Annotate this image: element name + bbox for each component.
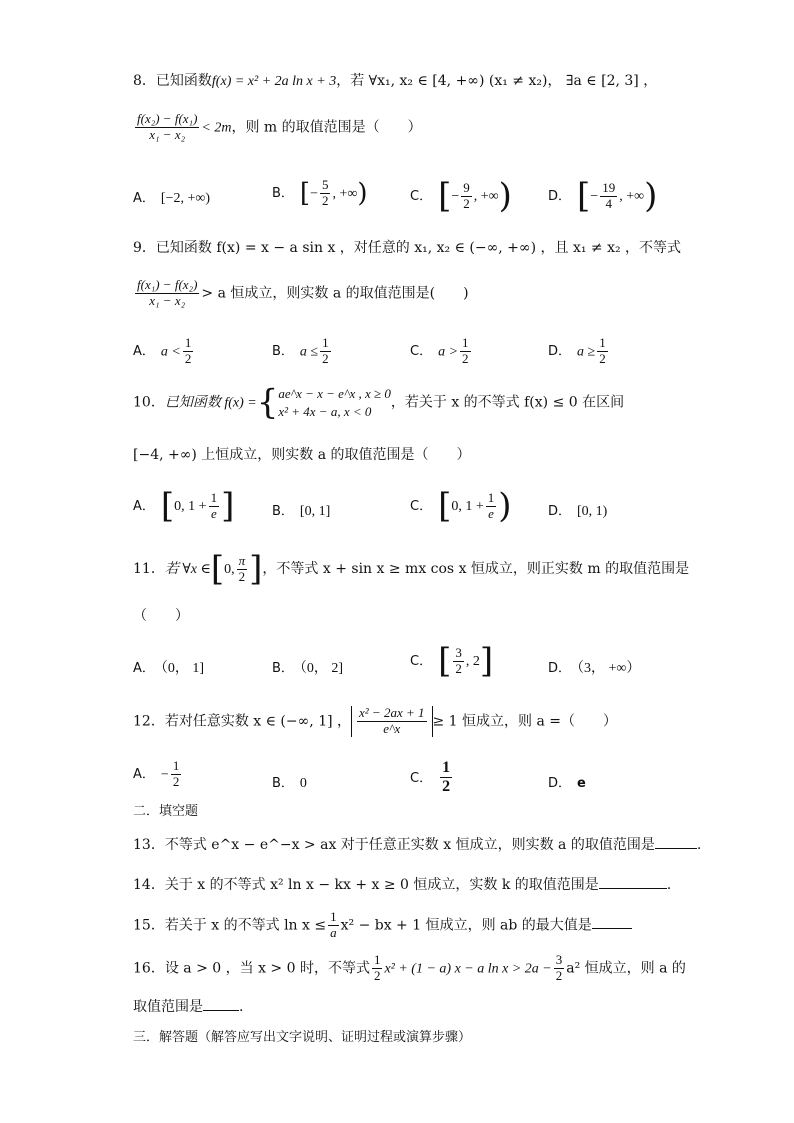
q11-paren: （ ） — [133, 608, 189, 624]
q8-b-frac — [320, 178, 331, 209]
q12-d-text: e — [577, 776, 586, 791]
q8-cond1: ，若 ∀x₁, x₂ ∈ [4, +∞) (x₁ ≠ x₂) — [336, 73, 548, 89]
q8-d-num: 19 — [602, 179, 616, 195]
q12-b-text: 0 — [299, 776, 307, 791]
q10-pre: 已知函数 f(x) = — [164, 395, 257, 411]
frac-den: 2 — [442, 778, 451, 796]
q10-number: 10． — [133, 394, 165, 411]
frac-num: 1 — [440, 759, 452, 778]
q10-option-a[interactable] — [133, 486, 234, 526]
q9-a-frac — [183, 336, 194, 367]
paren-close: ) — [498, 176, 512, 216]
q8-cond2: ， ∃a ∈ [2, 3] ， — [547, 73, 658, 89]
q9-option-c[interactable] — [410, 336, 473, 367]
q11-option-c[interactable] — [410, 641, 493, 681]
q8-a-text: [−2, +∞) — [160, 191, 211, 206]
frac-num: x² − 2ax + 1 — [359, 705, 425, 720]
bracket-open: [ — [160, 486, 175, 526]
q8-d-den: 4 — [605, 195, 612, 211]
q10-d-text: [0, 1) — [577, 504, 608, 519]
bracket-open: [ — [438, 176, 452, 216]
label-c: C． — [410, 654, 433, 669]
frac-num: 1 — [322, 335, 329, 350]
q9-frac-den: x₁ − x₂ — [149, 292, 186, 308]
q8-line1 — [133, 74, 657, 89]
q10-option-c[interactable] — [410, 486, 512, 526]
label-c: C． — [410, 189, 433, 204]
q12-a-frac — [171, 759, 182, 790]
label-a: A． — [133, 499, 155, 514]
frac-num: 1 — [210, 489, 218, 505]
frac-den: 2 — [238, 568, 246, 584]
section-fill-in-title: 二．填空题 — [133, 804, 199, 819]
q9-frac-num: f(x₁) − f(x₂) — [137, 277, 198, 292]
q9-number: 9． — [133, 240, 156, 256]
q11-option-d[interactable] — [548, 657, 640, 677]
q10-case1: ae^x − x − e^x , x ≥ 0 — [278, 386, 391, 401]
frac-num: 3 — [555, 952, 563, 967]
frac-num: 1 — [184, 335, 192, 350]
frac-den: 2 — [184, 350, 192, 366]
q8-d-post: , +∞ — [619, 189, 645, 204]
label-a: A． — [133, 767, 155, 783]
q11-b-text: （0， 2] — [299, 661, 344, 676]
q10-case2: x² + 4x − a, x < 0 — [278, 403, 372, 419]
label-b: B． — [272, 504, 294, 519]
q15-post: x² − bx + 1 恒成立，则 ab 的最大值是 — [340, 917, 592, 934]
q8-option-b[interactable] — [272, 178, 368, 209]
q8-frac-den: x₁ − x₂ — [149, 126, 186, 142]
q16-line1 — [133, 953, 686, 984]
q11-c-frac — [453, 646, 464, 677]
label-b: B． — [272, 344, 294, 360]
label-d: D． — [548, 189, 572, 204]
q11-c-post: , 2 — [465, 654, 480, 669]
frac-num: 1 — [462, 335, 469, 350]
q13-line — [133, 838, 701, 852]
frac-den: e — [210, 505, 217, 521]
frac-den: e — [488, 505, 494, 521]
q9-b-pre: a ≤ — [299, 344, 319, 360]
q8-c-frac — [461, 181, 472, 212]
q8-line2 — [133, 112, 422, 143]
frac-den: 2 — [322, 350, 329, 366]
label-d: D． — [548, 661, 572, 676]
label-b: B． — [272, 186, 294, 202]
q8-c-pre: − — [451, 189, 460, 204]
q16-frac2 — [554, 953, 565, 984]
q8-fraction — [135, 112, 199, 143]
bracket-close: ] — [479, 641, 494, 681]
q16-end: . — [239, 999, 244, 1015]
q10-line2 — [133, 448, 471, 462]
q9-text: 已知函数 f(x) = x − a sin x ，对任意的 x₁, x₂ ∈ (−∞, +∞) ，且 x₁ ≠ x₂ ，不等式 — [155, 240, 682, 256]
q12-line1 — [133, 706, 617, 737]
q10-b-text: [0, 1] — [299, 504, 331, 519]
frac-den: a — [330, 924, 337, 940]
q12-a-pre: − — [160, 767, 169, 783]
q13-number: 13． — [133, 837, 165, 853]
q9-c-frac — [460, 336, 471, 367]
q8-c-post: , +∞ — [473, 189, 499, 204]
q14-end: . — [666, 877, 672, 893]
q16-post: a² 恒成立，则 a 的 — [566, 960, 686, 977]
q8-d-frac — [600, 181, 617, 212]
q11-line2 — [133, 609, 189, 623]
q9-d-pre: a ≥ — [577, 344, 596, 360]
bracket-open: [ — [299, 178, 311, 209]
q8-option-a[interactable] — [133, 187, 210, 207]
frac-den: 2 — [555, 967, 563, 983]
q9-a-pre: a < — [160, 344, 181, 360]
frac-den: 2 — [599, 350, 606, 366]
q8-b-den: 2 — [321, 192, 329, 208]
label-a: A． — [133, 191, 155, 206]
q11-line1 — [133, 549, 690, 589]
label-d: D． — [548, 344, 572, 360]
q9-d-frac — [597, 336, 608, 367]
q14-text: 关于 x 的不等式 x² ln x − kx + x ≥ 0 恒成立，实数 k 的取值范围是 — [164, 877, 599, 893]
q10-cases — [278, 385, 391, 420]
frac-num: 1 — [599, 335, 606, 350]
section-solution-title: 三．解答题（解答应写出文字说明、证明过程或演算步骤） — [133, 1030, 472, 1045]
label-c: C． — [410, 499, 433, 514]
q15-fraction — [328, 910, 339, 941]
q10-a-pre: 0, 1 + — [174, 499, 207, 514]
q14-line — [133, 878, 671, 892]
q8-ask: ，则 m 的取值范围是（ ） — [231, 119, 422, 136]
q9-fraction — [135, 278, 199, 309]
frac-num: 1 — [330, 909, 337, 924]
q14-number: 14． — [133, 877, 165, 893]
q11-option-a[interactable] — [133, 657, 204, 677]
q12-abs — [351, 706, 432, 737]
q11-d-text: （3， +∞） — [577, 661, 641, 676]
q9-option-d[interactable] — [548, 336, 610, 367]
q10-a-frac — [209, 491, 220, 522]
q12-option-b[interactable] — [272, 772, 307, 792]
q11-option-b[interactable] — [272, 657, 343, 677]
q10-line2-text: [−4, +∞) 上恒成立，则实数 a 的取值范围是（ ） — [133, 447, 471, 463]
bracket-open: [ — [577, 176, 591, 216]
label-a: A． — [133, 344, 155, 360]
q15-pre: 若关于 x 的不等式 ln x ≤ — [164, 917, 327, 934]
q9-after: > a 恒成立，则实数 a 的取值范围是( ) — [201, 285, 469, 302]
q15-blank[interactable] — [592, 928, 632, 929]
q9-line1 — [133, 241, 681, 255]
q12-number: 12． — [133, 713, 165, 730]
q10-option-b[interactable] — [272, 500, 330, 520]
q9-option-a[interactable] — [133, 336, 195, 367]
q9-b-frac — [320, 336, 331, 367]
q12-option-d[interactable] — [548, 772, 586, 791]
q10-c-frac — [486, 491, 497, 522]
q12-fraction — [357, 706, 426, 737]
q13-end: . — [696, 837, 702, 853]
q8-after: < 2m — [201, 120, 232, 136]
q9-line2 — [133, 278, 469, 309]
q8-b-num: 5 — [321, 177, 329, 192]
q13-text: 不等式 e^x − e^−x > ax 对于任意正实数 x 恒成立，则实数 a 的取值范围是 — [164, 837, 655, 853]
q12-c-frac — [440, 759, 452, 797]
bracket-close: ] — [249, 549, 263, 589]
q8-pre: 已知函数 — [155, 73, 212, 89]
q12-pre: 若对任意实数 x ∈ (−∞, 1] ， — [164, 713, 352, 730]
q11-int-pre: 0, — [224, 562, 235, 577]
paren-close: ) — [644, 176, 658, 216]
q16-frac1 — [372, 953, 383, 984]
q11-pre: 若 ∀x ∈ — [164, 562, 211, 577]
frac-den: 2 — [455, 660, 462, 676]
q14-blank[interactable] — [599, 888, 667, 889]
q11-number: 11． — [133, 561, 165, 577]
frac-num: 1 — [487, 489, 495, 505]
frac-num: 1 — [172, 758, 180, 773]
bracket-open: [ — [210, 549, 225, 589]
q13-blank[interactable] — [655, 848, 697, 849]
q10-post: ，若关于 x 的不等式 f(x) ≤ 0 在区间 — [390, 394, 625, 411]
paren-close: ) — [498, 486, 512, 526]
q16-blank[interactable] — [203, 1010, 239, 1011]
frac-num: π — [238, 552, 246, 568]
bracket-close: ] — [221, 486, 235, 526]
q9-option-b[interactable] — [272, 336, 333, 367]
q8-function: f(x) = x² + 2a ln x + 3 — [211, 74, 337, 89]
q12-option-a[interactable] — [133, 759, 183, 790]
q16-line2 — [133, 1000, 243, 1014]
q8-option-c[interactable] — [410, 176, 512, 216]
frac-den: 2 — [172, 773, 180, 789]
q16-pre: 设 a > 0 ，当 x > 0 时，不等式 — [164, 960, 370, 977]
q15-line — [133, 910, 632, 941]
q8-b-pre: − — [310, 186, 318, 202]
q11-pi-frac — [237, 554, 248, 585]
bracket-open: [ — [438, 486, 452, 526]
brace-icon: { — [256, 382, 279, 423]
q8-c-den: 2 — [463, 195, 470, 211]
q10-c-pre: 0, 1 + — [451, 499, 484, 514]
label-a: A． — [133, 661, 155, 676]
q8-c-num: 9 — [463, 179, 470, 195]
label-c: C． — [410, 344, 433, 360]
label-d: D． — [548, 504, 572, 519]
q12-post: ≥ 1 恒成立，则 a =（ ） — [432, 713, 618, 730]
frac-num: 1 — [373, 952, 381, 967]
label-b: B． — [272, 776, 294, 791]
frac-num: 3 — [455, 644, 462, 660]
q15-number: 15． — [133, 917, 165, 934]
q11-post: ，不等式 x + sin x ≥ mx cos x 恒成立，则正实数 m 的取值范围是 — [262, 561, 690, 577]
q9-c-pre: a > — [438, 344, 459, 360]
q16-number: 16． — [133, 960, 165, 977]
frac-den: 2 — [462, 350, 469, 366]
q8-frac-num: f(x₂) − f(x₁) — [137, 111, 198, 126]
q8-d-pre: − — [590, 189, 599, 204]
q8-option-d[interactable] — [548, 176, 657, 216]
paren-close: ) — [357, 178, 368, 209]
q16-line2-text: 取值范围是 — [133, 999, 203, 1015]
q12-option-c[interactable] — [410, 759, 454, 797]
frac-den: e^x — [383, 720, 401, 736]
frac-den: 2 — [373, 967, 381, 983]
label-b: B． — [272, 661, 294, 676]
bracket-open: [ — [438, 641, 452, 681]
q11-a-text: （0， 1] — [160, 661, 205, 676]
q10-option-d[interactable] — [548, 500, 607, 520]
q8-b-post: , +∞ — [332, 186, 358, 202]
q16-mid: x² + (1 − a) x − a ln x > 2a − — [384, 961, 552, 977]
q10-line1 — [133, 382, 625, 423]
label-c: C． — [410, 770, 433, 786]
label-d: D． — [548, 776, 572, 791]
q8-number: 8． — [133, 73, 156, 89]
